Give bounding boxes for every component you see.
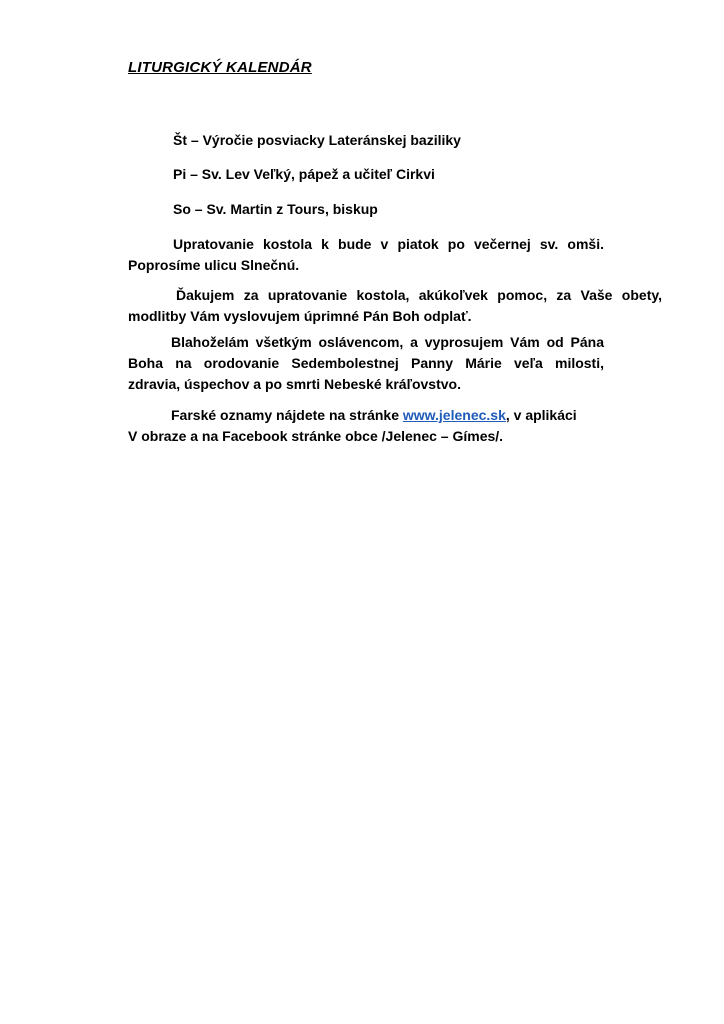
thanks-line-2: modlitby Vám vyslovujem úprimné Pán Boh odplať. bbox=[128, 308, 472, 324]
wishes-paragraph bbox=[128, 332, 604, 395]
wishes-line-3: zdravia, úspechov a po smrti Nebeské kráľovstvo. bbox=[128, 376, 461, 392]
calendar-entry-friday: Pi – Sv. Lev Veľký, pápež a učiteľ Cirkvi bbox=[173, 166, 435, 182]
announcements-paragraph bbox=[128, 405, 604, 447]
thanks-paragraph bbox=[128, 285, 662, 327]
announcements-line-1 bbox=[128, 405, 604, 426]
calendar-entry-saturday: So – Sv. Martin z Tours, biskup bbox=[173, 201, 378, 217]
announcements-text-after-link: , v aplikáci bbox=[505, 407, 577, 423]
cleaning-paragraph bbox=[128, 234, 604, 276]
thanks-line-1: Ďakujem za upratovanie kostola, akúkoľvek pomoc, za Vaše obety, bbox=[176, 287, 662, 303]
page-title: LITURGICKÝ KALENDÁR bbox=[128, 59, 312, 76]
announcements-line-2: V obraze a na Facebook stránke obce /Jelenec – Gímes/. bbox=[128, 428, 504, 444]
announcements-text-before-link: Farské oznamy nájdete na stránke bbox=[171, 407, 403, 423]
wishes-line-2: Boha na orodovanie Sedembolestnej Panny Márie veľa milosti, bbox=[128, 355, 604, 371]
website-link[interactable]: www.jelenec.sk bbox=[402, 407, 506, 423]
cleaning-line-2: Poprosíme ulicu Slnečnú. bbox=[128, 257, 300, 273]
calendar-entry-thursday: Št – Výročie posviacky Lateránskej baziliky bbox=[173, 132, 461, 148]
wishes-line-1: Blahoželám všetkým oslávencom, a vyprosujem Vám od Pána bbox=[171, 334, 604, 350]
cleaning-line-1: Upratovanie kostola k bude v piatok po večernej sv. omši. bbox=[173, 236, 604, 252]
